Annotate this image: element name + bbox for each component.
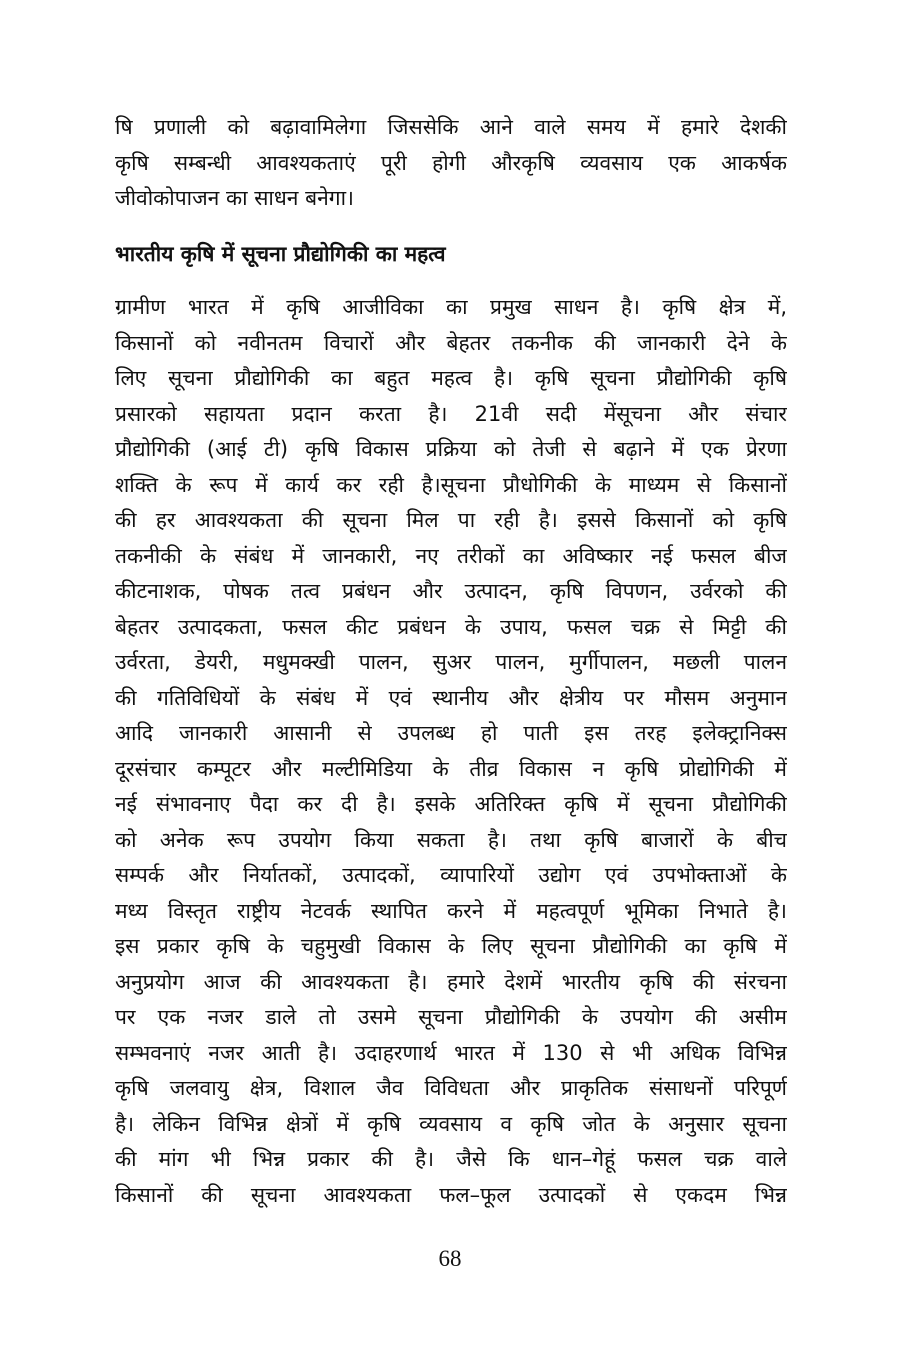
text-line: की गतिविधियों के संबंध में एवं स्थानीय और क्षेत्रीय पर मौसम अनुमान [115,685,787,710]
text-line: है। लेकिन विभिन्न क्षेत्रों में कृषि व्यवसाय व कृषि जोत के अनुसार सूचना [115,1111,787,1136]
text-line: कृषि सम्बन्धी आवश्यकताएं पूरी होगी औरकृषि व्यवसाय एक आकर्षक [115,150,787,175]
text-line: अनुप्रयोग आज की आवश्यकता है। हमारे देशमें भारतीय कृषि की संरचना [115,969,787,994]
text-line: सम्पर्क और निर्यातकों, उत्पादकों, व्यापारियों उद्योग एवं उपभोक्ताओं के [115,863,787,887]
page-number: 68 [438,1246,462,1271]
section-heading: भारतीय कृषि में सूचना प्रौद्योगिकी का महत्व [115,242,446,266]
text-line: कीटनाशक, पोषक तत्व प्रबंधन और उत्पादन, कृषि विपणन, उर्वरको की [115,579,787,603]
text-line: दूरसंचार कम्पूटर और मल्टीमिडिया के तीव्र विकास न कृषि प्रोद्योगिकी में [115,756,787,781]
text-line: प्रसारको सहायता प्रदान करता है। 21वी सदी मेंसूचना और संचार [115,401,787,426]
text-line: शक्ति के रूप में कार्य कर रही है।सूचना प्रौधोगिकी के माध्यम से किसानों [115,472,787,497]
text-line: पर एक नजर डाले तो उसमे सूचना प्रौद्योगिकी के उपयोग की असीम [115,1005,787,1029]
text-line: आदि जानकारी आसानी से उपलब्ध हो पाती इस तरह इलेक्ट्रानिक्स [115,721,787,745]
text-line: की मांग भी भिन्न प्रकार की है। जैसे कि धान–गेहूं फसल चक्र वाले [115,1147,787,1171]
text-line: मध्य विस्तृत राष्ट्रीय नेटवर्क स्थापित करने में महत्वपूर्ण भूमिका निभाते है। [115,898,787,923]
text-line: जीवोकोपाजन का साधन बनेगा। [115,186,354,210]
text-line: लिए सूचना प्रौद्योगिकी का बहुत महत्व है। कृषि सूचना प्रौद्योगिकी कृषि [115,366,787,390]
text-line: उर्वरता, डेयरी, मधुमक्खी पालन, सुअर पालन, मुर्गीपालन, मछली पालन [115,650,787,674]
text-line: सम्भवनाएं नजर आती है। उदाहरणार्थ भारत में 130 से भी अधिक विभिन्न [115,1040,787,1065]
text-line: ग्रामीण भारत में कृषि आजीविका का प्रमुख साधन है। कृषि क्षेत्र में, [115,295,787,319]
text-line: किसानों को नवीनतम विचारों और बेहतर तकनीक की जानकारी देने के [115,330,787,355]
paragraph-continuation [115,110,787,217]
text-line: को अनेक रूप उपयोग किया सकता है। तथा कृषि बाजारों के बीच [115,827,787,852]
text-line: तकनीकी के संबंध में जानकारी, नए तरीकों का अविष्कार नई फसल बीज [115,543,787,568]
text-line: नई संभावनाए पैदा कर दी है। इसके अतिरिक्त कृषि में सूचना प्रौद्योगिकी [115,792,787,816]
text-line: कृषि जलवायु क्षेत्र, विशाल जैव विविधता और प्राकृतिक संसाधनों परिपूर्ण [115,1076,787,1100]
text-line: की हर आवश्यकता की सूचना मिल पा रही है। इससे किसानों को कृषि [115,508,787,532]
text-line: प्रौद्योगिकी (आई टी) कृषि विकास प्रक्रिया को तेजी से बढ़ाने में एक प्रेरणा [115,437,787,461]
text-line: बेहतर उत्पादकता, फसल कीट प्रबंधन के उपाय, फसल चक्र से मिट्टी की [115,614,787,639]
paragraph-body [115,290,787,1213]
text-line: किसानों की सूचना आवश्यकता फल–फूल उत्पादकों से एकदम भिन्न [115,1182,787,1207]
text-line: षि प्रणाली को बढ़ावामिलेगा जिससेकि आने वाले समय में हमारे देशकी [115,115,787,139]
text-line: इस प्रकार कृषि के चहुमुखी विकास के लिए सूचना प्रौद्योगिकी का कृषि में [115,934,787,958]
